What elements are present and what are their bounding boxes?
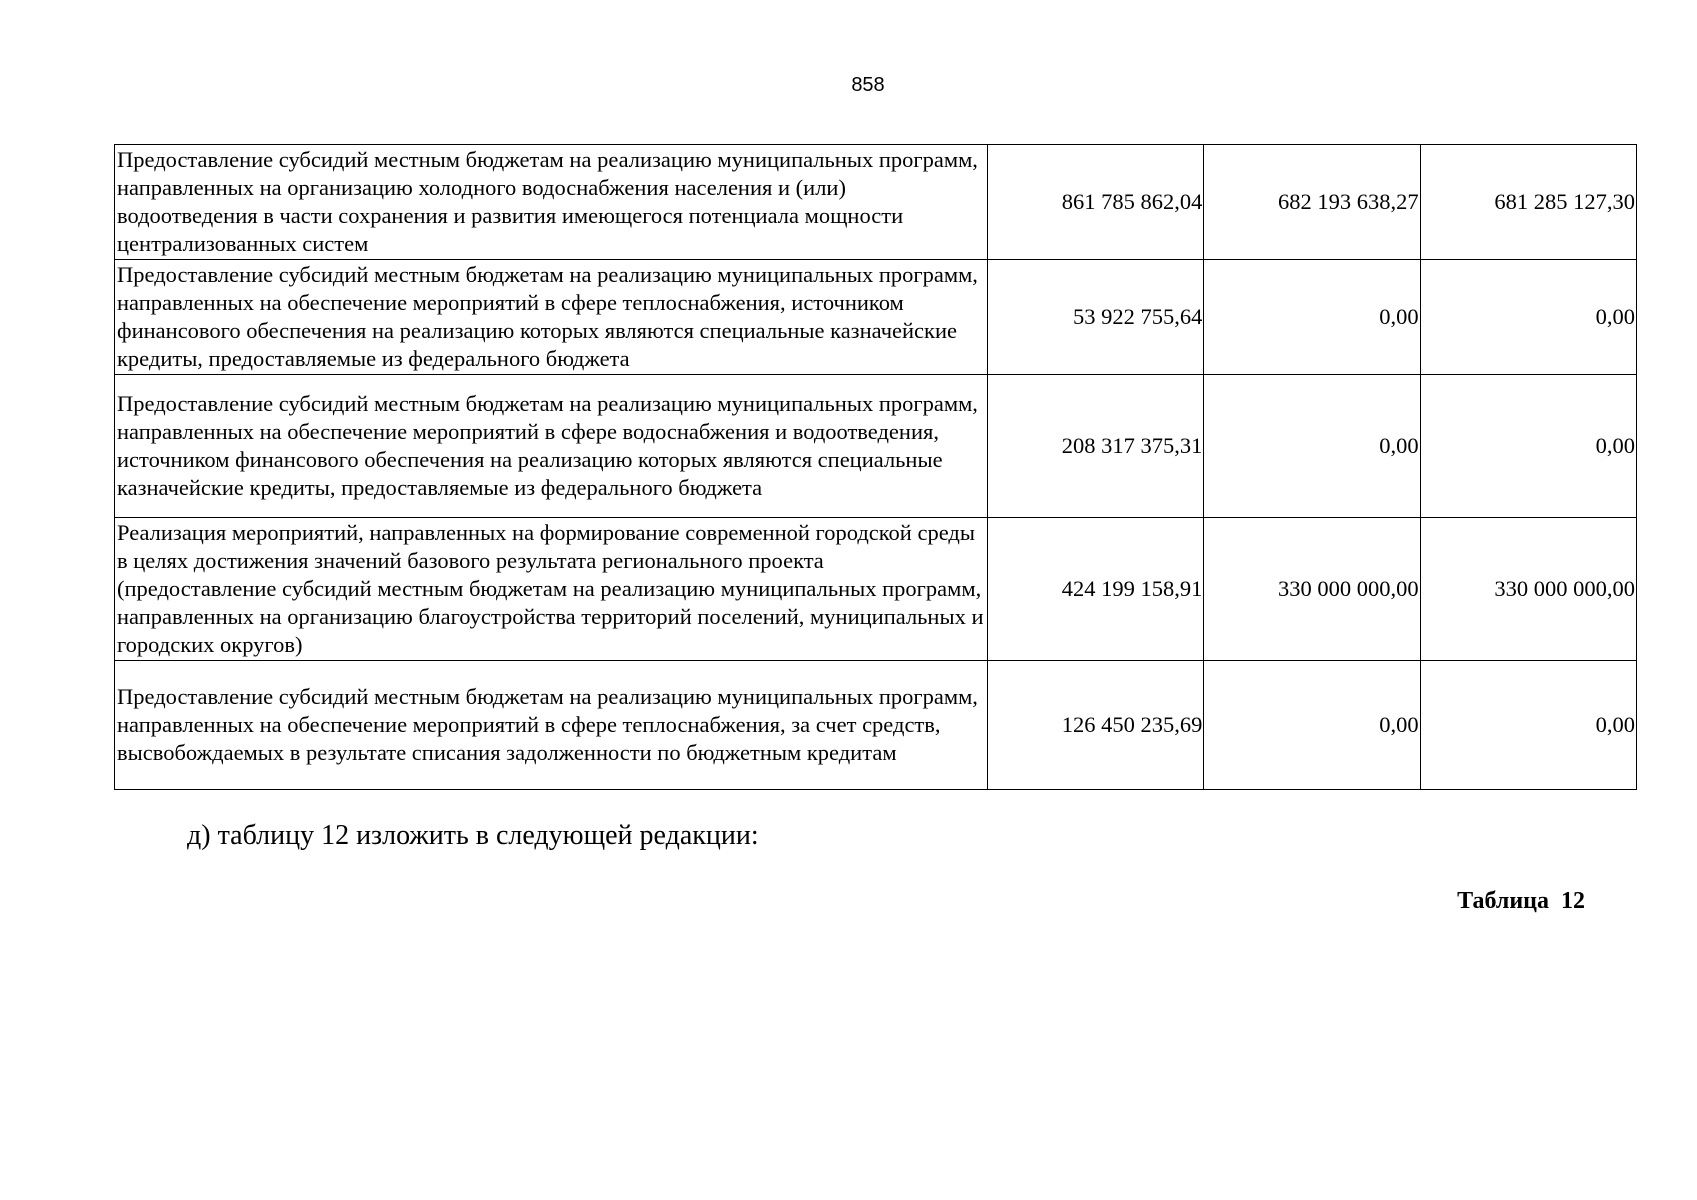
table-row	[115, 661, 1637, 790]
row-value-year-1: 126 450 235,69	[988, 661, 1204, 790]
budget-table	[114, 144, 1637, 790]
amendment-instruction: д) таблицу 12 изложить в следующей редакции:	[187, 820, 759, 851]
row-value-year-2: 330 000 000,00	[1204, 518, 1420, 661]
page-number: 858	[851, 74, 885, 96]
row-value-year-1: 424 199 158,91	[988, 518, 1204, 661]
row-value-year-2: 0,00	[1204, 375, 1420, 518]
row-description: Предоставление субсидий местным бюджетам на реализацию муниципальных программ, направленных на обеспечение мероприятий в сфере водоснабжения и водоотведения, источником финансового обеспечения на реализацию которых являются специальные казначейские кредиты, предоставляемые из федерального бюджета	[115, 375, 988, 518]
row-value-year-2: 682 193 638,27	[1204, 145, 1420, 260]
row-value-year-3: 681 285 127,30	[1420, 145, 1636, 260]
table-row	[115, 145, 1637, 260]
table-caption: Таблица 12	[1457, 888, 1585, 914]
table-row	[115, 375, 1637, 518]
row-description: Предоставление субсидий местным бюджетам на реализацию муниципальных программ, направленных на обеспечение мероприятий в сфере теплоснабжения, за счет средств, высвобождаемых в результате списания задолженности по бюджетным кредитам	[115, 661, 988, 790]
row-value-year-3: 0,00	[1420, 661, 1636, 790]
row-description: Реализация мероприятий, направленных на формирование современной городской среды в целях достижения значений базового результата регионального проекта (предоставление субсидий местным бюджетам на реализацию муниципальных программ, направленных на организацию благоустройства территорий поселений, муниципальных и городских округов)	[115, 518, 988, 661]
row-value-year-1: 53 922 755,64	[988, 260, 1204, 375]
row-value-year-3: 0,00	[1420, 260, 1636, 375]
row-value-year-3: 0,00	[1420, 375, 1636, 518]
row-description: Предоставление субсидий местным бюджетам на реализацию муниципальных программ, направленных на организацию холодного водоснабжения населения и (или) водоотведения в части сохранения и развития имеющегося потенциала мощности централизованных систем	[115, 145, 988, 260]
row-value-year-3: 330 000 000,00	[1420, 518, 1636, 661]
row-value-year-2: 0,00	[1204, 661, 1420, 790]
row-description: Предоставление субсидий местным бюджетам на реализацию муниципальных программ, направленных на обеспечение мероприятий в сфере теплоснабжения, источником финансового обеспечения на реализацию которых являются специальные казначейские кредиты, предоставляемые из федерального бюджета	[115, 260, 988, 375]
table-row	[115, 518, 1637, 661]
row-value-year-1: 208 317 375,31	[988, 375, 1204, 518]
table-row	[115, 260, 1637, 375]
row-value-year-2: 0,00	[1204, 260, 1420, 375]
row-value-year-1: 861 785 862,04	[988, 145, 1204, 260]
